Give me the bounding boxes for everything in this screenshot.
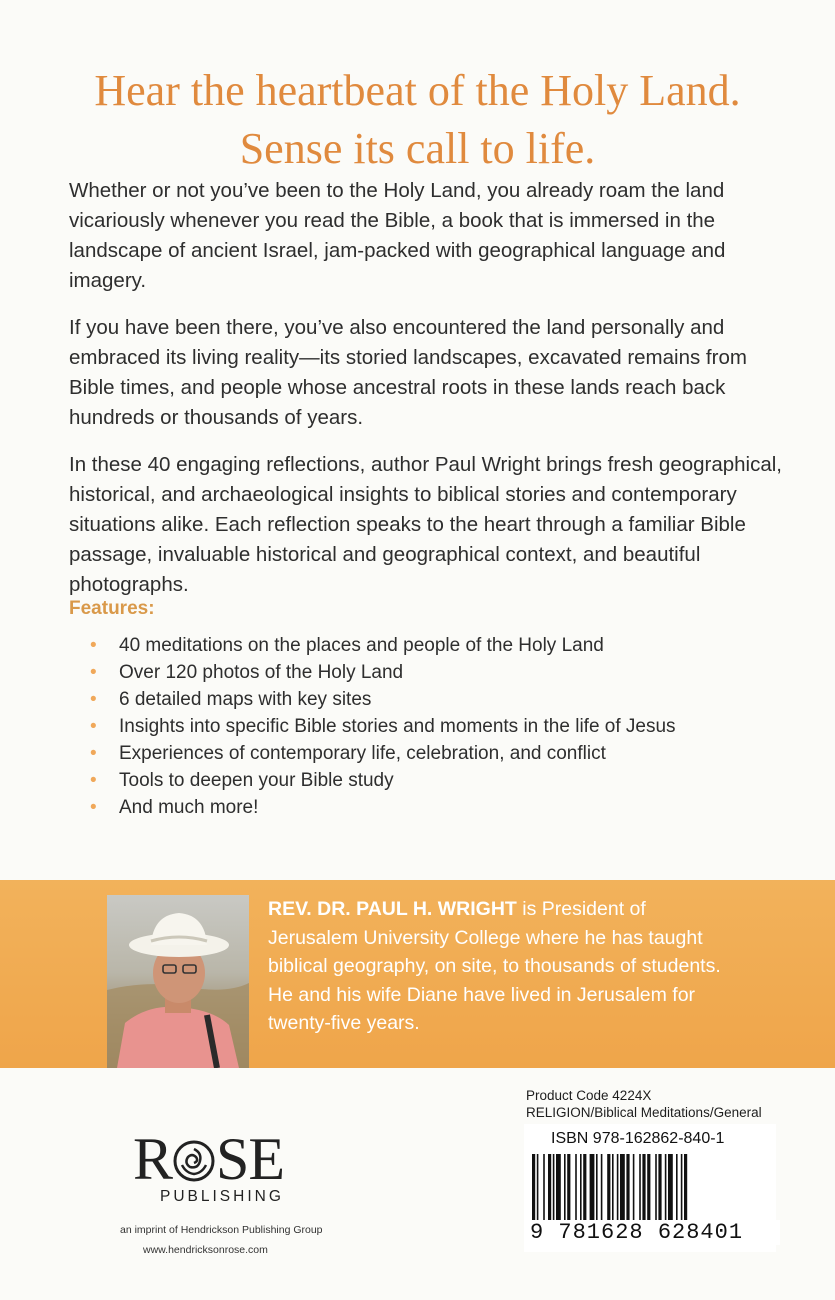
feature-item (90, 740, 810, 767)
barcode-bar (642, 1154, 645, 1220)
feature-text: Tools to deepen your Bible study (119, 770, 394, 791)
bullet-icon: • (90, 797, 97, 818)
rose-icon (172, 1139, 216, 1183)
barcode-bar (620, 1154, 625, 1220)
barcode-bar (655, 1154, 657, 1220)
logo-letter-r: R (133, 1126, 173, 1192)
barcode-bar (590, 1154, 595, 1220)
bullet-icon: • (90, 770, 97, 791)
publisher-imprint: an imprint of Hendrickson Publishing Group (120, 1224, 323, 1236)
product-category: RELIGION/Biblical Meditations/General (526, 1105, 762, 1120)
barcode-bar (665, 1154, 667, 1220)
description (69, 176, 789, 617)
feature-item (90, 767, 810, 794)
barcode-bar (543, 1154, 545, 1220)
barcode-bar (596, 1154, 598, 1220)
barcode-bar (684, 1154, 687, 1220)
paragraph-2: If you have been there, you’ve also encountered the land personally and embraced its living reality—its storied landscapes, excavated remains from Bible times, and people whose ancestral roots in these lands reach back hundreds or thousands of years. (69, 316, 747, 429)
features-heading: Features: (69, 598, 155, 619)
headline-line-2: Sense its call to life. (239, 124, 596, 173)
publisher-logo (133, 1125, 284, 1194)
barcode-bar (532, 1154, 535, 1220)
bullet-icon: • (90, 689, 97, 710)
bullet-icon: • (90, 635, 97, 656)
barcode-bar (617, 1154, 619, 1220)
feature-text: 6 detailed maps with key sites (119, 689, 372, 710)
publisher-tagline: PUBLISHING (160, 1188, 284, 1205)
product-info (526, 1087, 762, 1121)
feature-item (90, 794, 810, 821)
barcode-bar (639, 1154, 641, 1220)
barcode-bar (668, 1154, 673, 1220)
feature-text: 40 meditations on the places and people of the Holy Land (119, 635, 604, 656)
barcode-bar (567, 1154, 570, 1220)
barcode-bar (564, 1154, 566, 1220)
barcode-bar (537, 1154, 539, 1220)
author-photo (107, 895, 249, 1068)
feature-text: Over 120 photos of the Holy Land (119, 662, 404, 683)
headline (0, 62, 835, 178)
bullet-icon: • (90, 743, 97, 764)
barcode-bar (676, 1154, 678, 1220)
barcode-bar (580, 1154, 582, 1220)
feature-text: Experiences of contemporary life, celebration, and conflict (119, 743, 606, 764)
feature-item (90, 686, 810, 713)
headline-line-1: Hear the heartbeat of the Holy Land. (94, 66, 741, 115)
isbn-label: ISBN 978-162862-840-1 (551, 1130, 725, 1147)
feature-text: Insights into specific Bible stories and moments in the life of Jesus (119, 716, 676, 737)
author-name: REV. DR. PAUL H. WRIGHT (268, 898, 517, 920)
author-bio (268, 895, 738, 1038)
feature-item (90, 632, 810, 659)
barcode-bar (575, 1154, 577, 1220)
author-portrait-icon (107, 895, 249, 1068)
barcode-bar (556, 1154, 561, 1220)
feature-item (90, 659, 810, 686)
feature-text: And much more! (119, 797, 259, 818)
feature-item (90, 713, 810, 740)
barcode-bar (681, 1154, 683, 1220)
logo-letters-se: SE (216, 1126, 285, 1192)
barcode-bar (583, 1154, 586, 1220)
barcode-digits: 9 781628 628401 (530, 1220, 780, 1245)
barcode-bar (647, 1154, 650, 1220)
paragraph-3: In these 40 engaging reflections, author Paul Wright brings fresh geographical, historical, and archaeological insights to biblical stories and contemporary situations alike. Each reflection speaks to the heart through a familiar Bible passage, invaluable historical and geographical context, and beautiful photographs. (69, 453, 783, 596)
bullet-icon: • (90, 716, 97, 737)
barcode-bar (607, 1154, 610, 1220)
barcode-bar (553, 1154, 555, 1220)
product-code: Product Code 4224X (526, 1088, 652, 1103)
bullet-icon: • (90, 662, 97, 683)
barcode-bar (601, 1154, 603, 1220)
barcode-bar (548, 1154, 551, 1220)
features-list (90, 632, 810, 821)
barcode-bar (612, 1154, 614, 1220)
barcode-bar (626, 1154, 629, 1220)
paragraph-1: Whether or not you’ve been to the Holy Land, you already roam the land vicariously whenever you read the Bible, a book that is immersed in the landscape of ancient Israel, jam-packed with geographical language and imagery. (69, 179, 726, 292)
barcode-bar (633, 1154, 635, 1220)
barcode-bar (658, 1154, 661, 1220)
author-bio-text: is President of Jerusalem University College where he has taught biblical geography, on site, to thousands of students. He and his wife Diane have lived in Jerusalem for twenty-five years. (268, 898, 721, 1034)
publisher-website[interactable]: www.hendricksonrose.com (143, 1244, 268, 1256)
